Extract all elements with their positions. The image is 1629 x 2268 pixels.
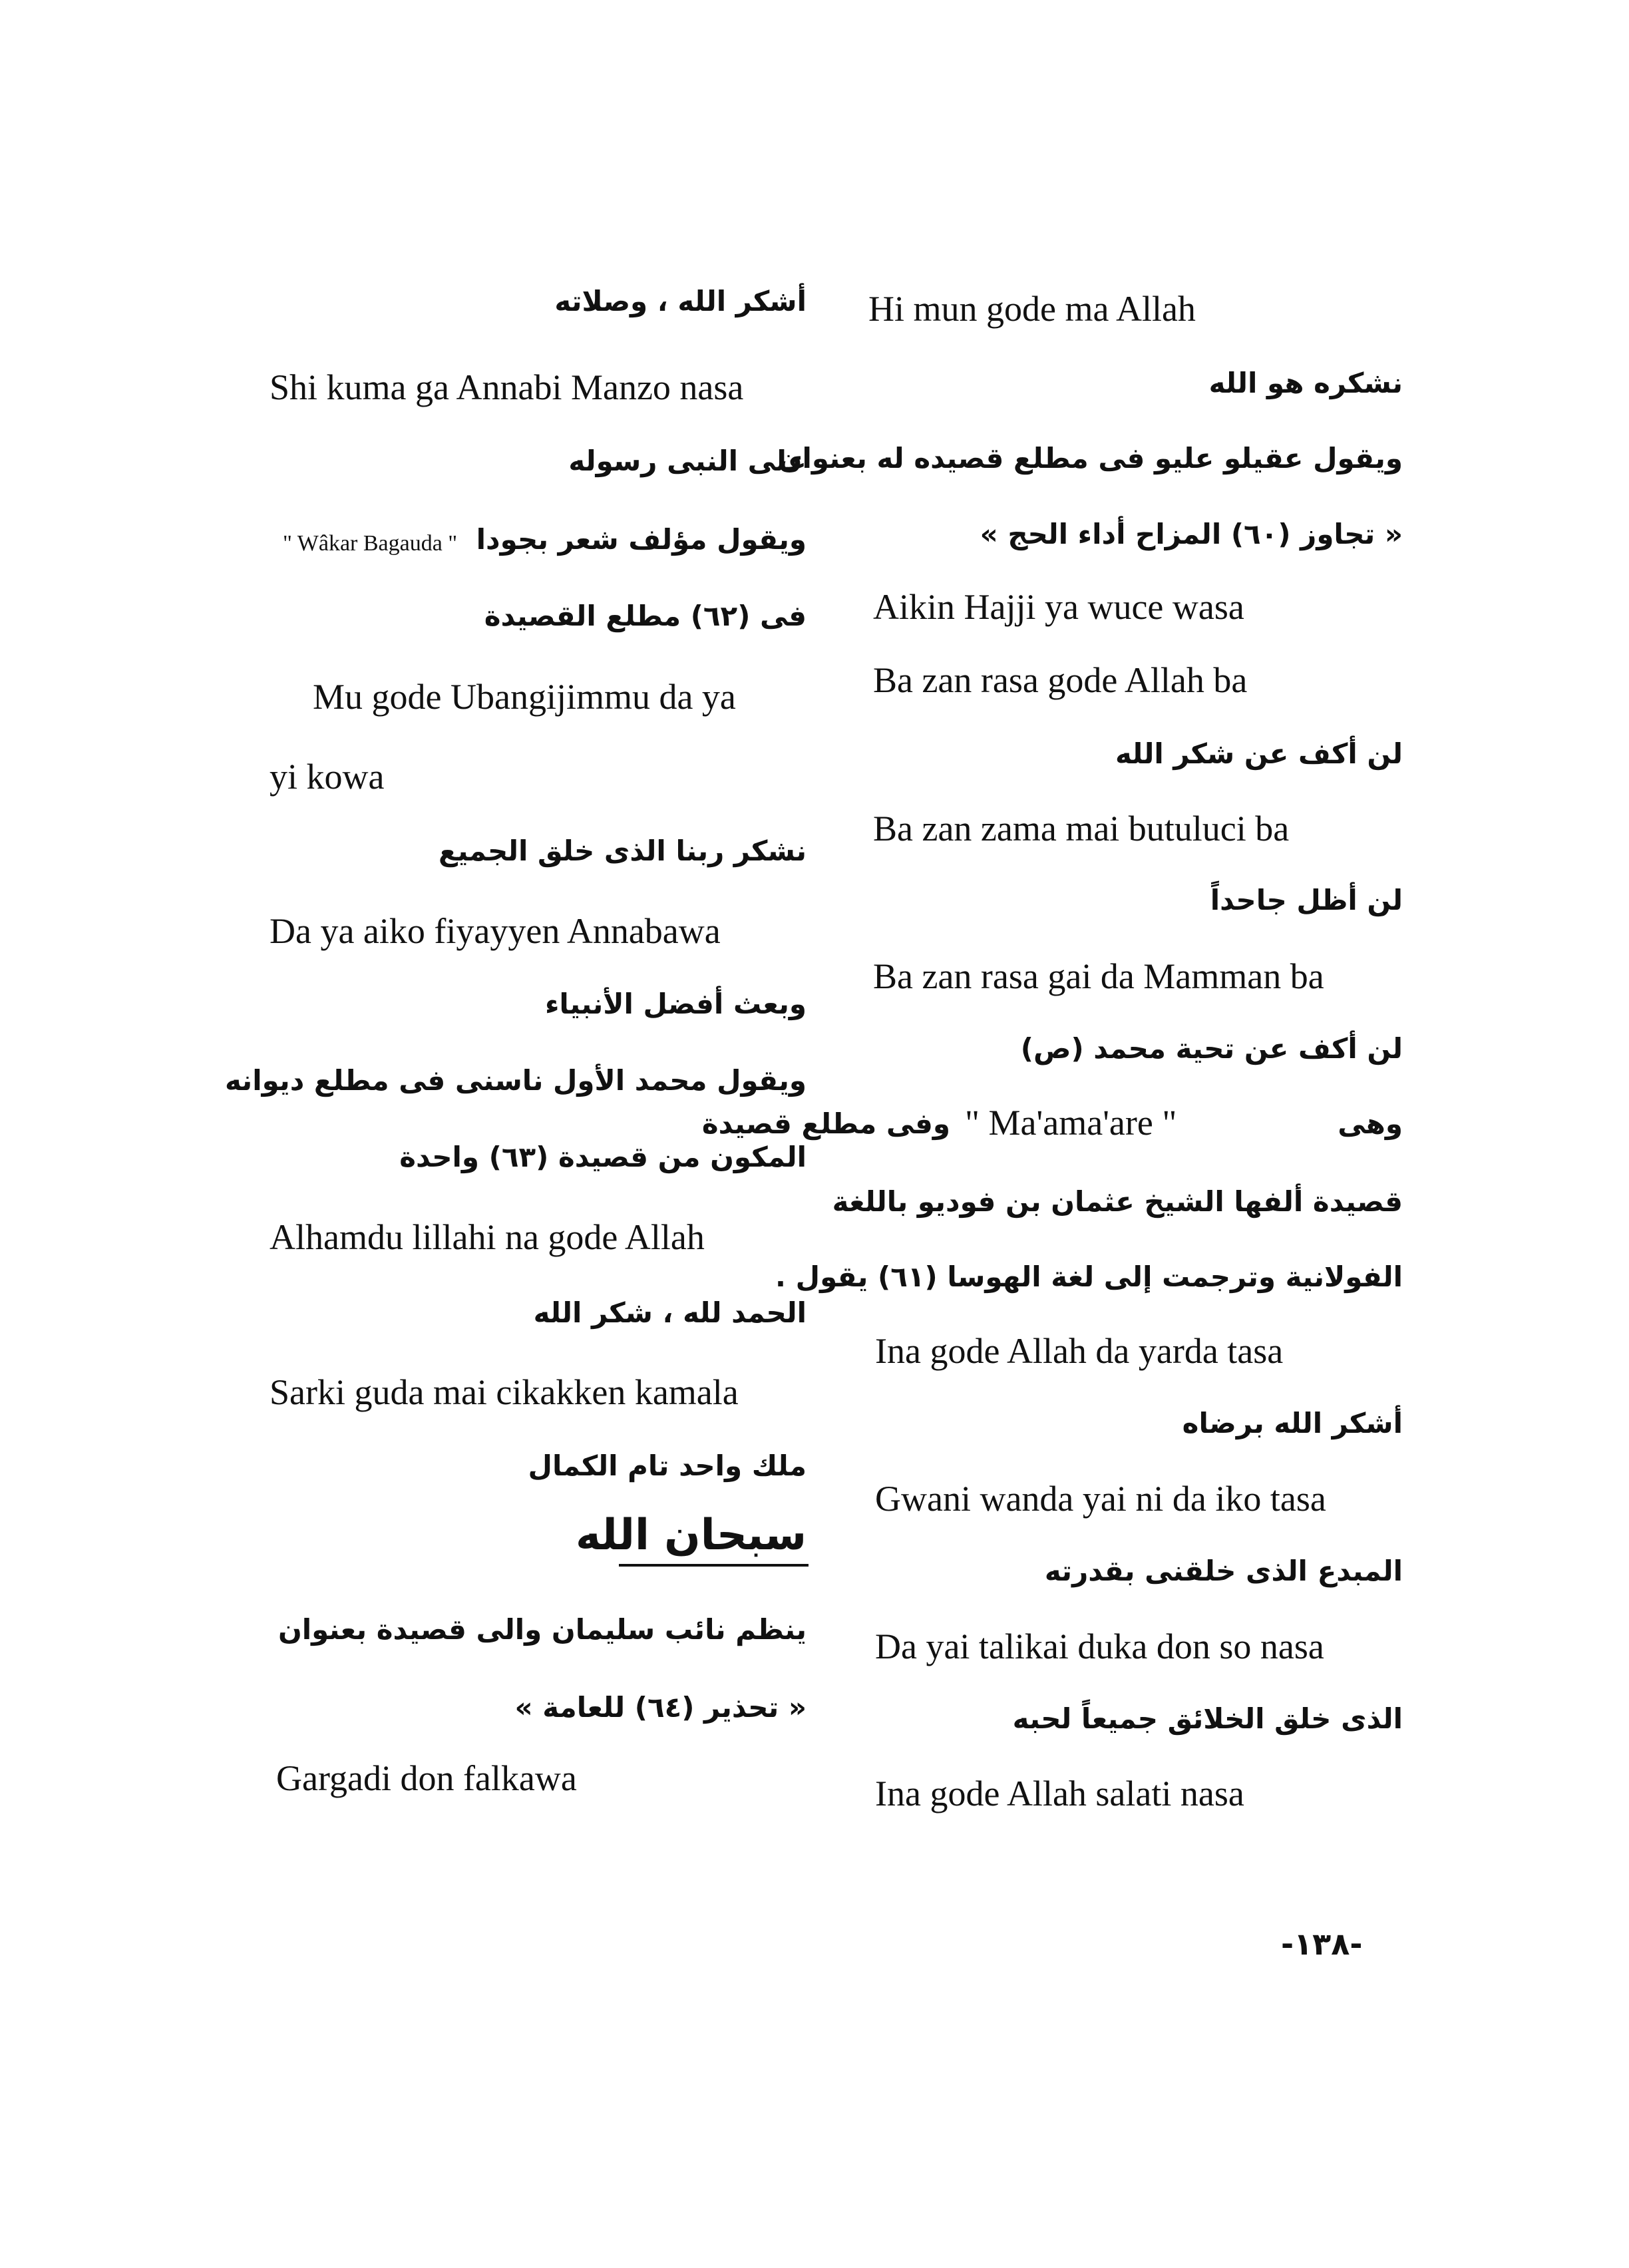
hausa-line: Sarki guda mai cikakken kamala [270,1372,739,1412]
poem-title-quote: " Ma'ama'are " [965,1103,1177,1143]
arabic-line: لن أكف عن شكر الله [1115,737,1403,770]
arabic-line: ملك واحد تام الكمال [528,1449,807,1482]
arabic-line: نشكر ربنا الذى خلق الجميع [438,835,807,867]
hausa-line: Ina gode Allah da yarda tasa [875,1331,1284,1371]
arabic-line: « تجاوز (٦٠) المزاح أداء الحج » [980,518,1403,550]
section-heading: سبحان الله [575,1511,807,1560]
arabic-line: المكون من قصيدة (٦٣) واحدة [399,1141,807,1173]
hausa-line: Alhamdu lillahi na gode Allah [270,1217,705,1257]
hausa-line: Ba zan rasa gai da Mamman ba [873,956,1324,996]
arabic-line: وبعث أفضل الأنبياء [544,988,807,1020]
arabic-line: أشكر الله برضاه [1182,1407,1403,1439]
hausa-line: Ina gode Allah salati nasa [875,1774,1244,1813]
arabic-line: وهى [1338,1107,1403,1140]
arabic-line: الحمد لله ، شكر الله [533,1296,807,1329]
hausa-title-quote: " Wâkar Bagauda " [283,531,458,556]
hausa-line: Ba zan zama mai butuluci ba [873,809,1290,849]
arabic-line: وفى مطلع قصيدة [701,1107,950,1140]
hausa-line: Gwani wanda yai ni da iko tasa [875,1479,1326,1519]
arabic-line: ويقول مؤلف شعر بجودا [476,523,807,556]
hausa-line: Da ya aiko fiyayyen Annabawa [270,911,721,951]
hausa-line: Mu gode Ubangijimmu da ya [313,677,736,717]
arabic-line: أشكر الله ، وصلاته [554,285,807,317]
arabic-line: على النبى رسوله [568,445,807,477]
arabic-line: قصيدة ألفها الشيخ عثمان بن فوديو باللغة [832,1185,1403,1218]
hausa-line: Gargadi don falkawa [276,1758,577,1798]
hausa-line: Shi kuma ga Annabi Manzo nasa [270,367,744,407]
arabic-line: « تحذير (٦٤) للعامة » [514,1691,807,1724]
hausa-line: Ba zan rasa gode Allah ba [873,660,1248,700]
arabic-line: ينظم نائب سليمان والى قصيدة بعنوان [277,1613,807,1646]
hausa-line: Da yai talikai duka don so nasa [875,1626,1324,1666]
arabic-line: فى (٦٢) مطلع القصيدة [484,600,807,632]
arabic-line: الفولانية وترجمت إلى لغة الهوسا (٦١) يقول . [775,1260,1403,1293]
arabic-line: لن أكف عن تحية محمد (ص) [1020,1032,1403,1065]
arabic-line: نشكره هو الله [1208,367,1403,399]
hausa-line: Hi mun gode ma Allah [868,289,1196,329]
hausa-line: yi kowa [270,757,385,797]
arabic-line: ويقول عقيلو عليو فى مطلع قصيده له بعنوان [778,442,1403,474]
arabic-line: المبدع الذى خلقنى بقدرته [1044,1555,1403,1587]
page-number: -١٣٨- [1281,1926,1363,1962]
arabic-line: الذى خلق الخلائق جميعاً لحبه [1012,1702,1403,1735]
heading-underline [619,1564,809,1567]
hausa-line: Aikin Hajji ya wuce wasa [873,587,1244,627]
arabic-line: ويقول محمد الأول ناسنى فى مطلع ديوانه [224,1064,807,1097]
arabic-line: لن أظل جاحداً [1210,884,1403,916]
